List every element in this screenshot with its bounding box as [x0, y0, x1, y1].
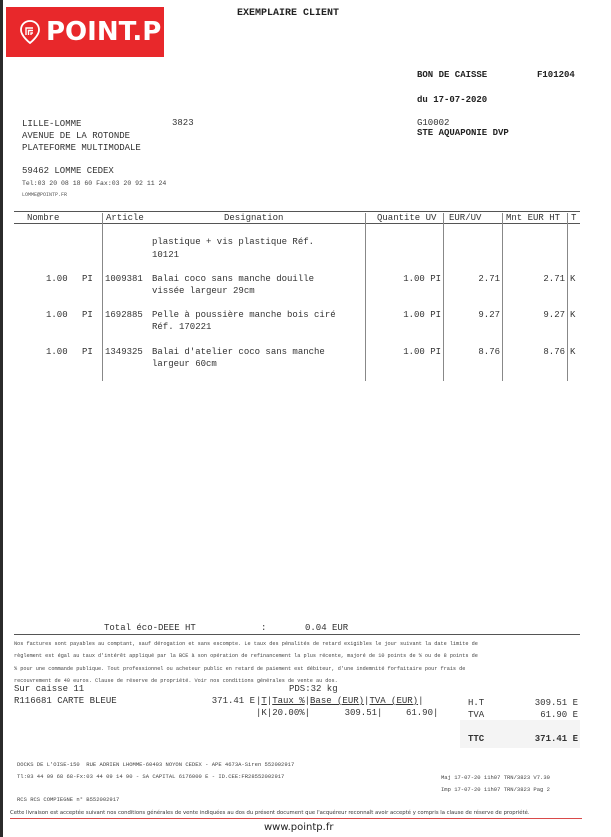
ht-value: 309.51 E — [534, 698, 578, 708]
row-amount: 8.76 — [543, 347, 565, 357]
row-amount: 9.27 — [543, 310, 565, 320]
tva-separator: | — [433, 708, 439, 718]
row-article: 1349325 — [105, 347, 143, 357]
store-code: 3823 — [172, 118, 194, 128]
update-stamp: Maj 17-07-20 11h07 TRN/3823 V7.30 — [441, 774, 550, 781]
cgv-underline — [10, 818, 582, 819]
website-link[interactable]: www.pointp.fr — [264, 822, 334, 833]
payment-amount: 371.41 E — [211, 696, 255, 706]
row-price: 8.76 — [478, 347, 500, 357]
row-tax: K — [570, 310, 576, 320]
column-header-tax: T — [571, 213, 577, 223]
row-amount: 2.71 — [543, 274, 565, 284]
table-header-rule — [14, 223, 580, 224]
table-top-rule — [14, 211, 580, 212]
copy-title: EXEMPLAIRE CLIENT — [237, 8, 340, 19]
designation-continuation: 10121 — [152, 250, 180, 260]
tva-col-t: T — [261, 696, 267, 706]
document-type: BON DE CAISSE — [417, 70, 488, 80]
cgv-notice: Cette livraison est acceptée suivant nos conditions générales de vente indiquées au dos du présent document que l'acquéreur reconnaît avoir accepté y compris la clause de réserve de propriété. — [10, 810, 530, 816]
row-price: 9.27 — [478, 310, 500, 320]
client-name: STE AQUAPONIE DVP — [417, 128, 509, 138]
tva-label: TVA — [468, 710, 485, 720]
row-qty: 1.00 — [46, 347, 68, 357]
row-designation: Balai coco sans manche douille — [152, 274, 315, 284]
tva-table-row: |K|20.00%| — [256, 708, 311, 718]
column-header-designation: Designation — [224, 213, 284, 223]
row-designation-2: Réf. 170221 — [152, 322, 212, 332]
row-qty-uv: 1.00 PI — [403, 274, 441, 284]
row-tax: K — [570, 347, 576, 357]
ttc-value: 371.41 E — [534, 734, 578, 744]
column-header-nombre: Nombre — [27, 213, 60, 223]
row-designation: Balai d'atelier coco sans manche — [152, 347, 325, 357]
tva-code: K — [261, 708, 267, 718]
column-header-eur-uv: EUR/UV — [449, 213, 482, 223]
company-info-line2: Tl:03 44 09 68 68-Fx:03 44 09 14 90 - SA CAPITAL 6176000 E - ID.CEE:FR28552002917 — [17, 773, 285, 780]
weight-label: PDS:32 kg — [289, 684, 338, 694]
store-name: LILLE-LOMME — [22, 119, 82, 129]
store-address-line2: PLATEFORME MULTIMODALE — [22, 143, 141, 153]
register-label: Sur caisse 11 — [14, 684, 85, 694]
ttc-label: TTC — [468, 734, 485, 744]
store-city: 59462 LOMME CEDEX — [22, 166, 114, 176]
row-qty-uv: 1.00 PI — [403, 310, 441, 320]
legal-line: recouvrement de 40 euros. Clause de réserve de propriété. Voir nos conditions générales de vente au dos. — [14, 677, 338, 684]
brand-logo — [6, 7, 164, 57]
row-qty: 1.00 — [46, 310, 68, 320]
column-header-quantite: Quantite UV — [377, 213, 437, 223]
store-email: LOMME@POINTP.FR — [22, 192, 68, 198]
row-unit: PI — [82, 347, 93, 357]
tva-rate: 20.00% — [272, 708, 305, 718]
row-qty-uv: 1.00 PI — [403, 347, 441, 357]
column-header-article: Article — [106, 213, 144, 223]
row-article: 1692885 — [105, 310, 143, 320]
legal-line: règlement est égal au taux d'intérêt appliqué par la BCE à son opération de refinancement la plus récente, majoré de 10 points de % ou de 8 points de — [14, 653, 478, 660]
eco-total-label: Total éco-DEEE HT — [104, 623, 196, 633]
tva-amount: 61.90 — [405, 708, 433, 718]
tva-col-tva: TVA (EUR) — [369, 696, 419, 706]
row-price: 2.71 — [478, 274, 500, 284]
column-divider — [502, 213, 503, 381]
eco-rule — [14, 634, 580, 635]
row-article: 1009381 — [105, 274, 143, 284]
eco-total-separator: : — [261, 623, 267, 633]
tva-value: 61.90 E — [540, 710, 578, 720]
row-unit: PI — [82, 310, 93, 320]
eco-total-value: 0.04 EUR — [305, 623, 349, 633]
company-info-line1: DOCKS DE L'OISE-150 RUE ADRIEN LHOMME-60403 NOYON CEDEX - APE 4673A-Siren 552002917 — [17, 761, 295, 768]
tva-col-rate: Taux % — [272, 696, 305, 706]
document-date: du 17-07-2020 — [417, 95, 488, 105]
column-divider — [102, 213, 103, 381]
row-designation: Pelle à poussière manche bois ciré — [152, 310, 336, 320]
print-stamp: Imp 17-07-20 11h07 TRN/3823 Pag 2 — [441, 786, 550, 793]
document-number: F101204 — [537, 70, 575, 80]
client-code: G10002 — [417, 118, 450, 128]
tva-separator: | — [377, 708, 383, 718]
ht-label: H.T — [468, 698, 485, 708]
scan-edge — [0, 0, 3, 837]
tva-table-header: |T|Taux %|Base (EUR)|TVA (EUR)| — [256, 696, 424, 706]
row-designation-2: vissée largeur 29cm — [152, 286, 255, 296]
legal-line: Nos factures sont payables au comptant, sauf dérogation et sans escompte. Le taux des pénalités de retard exigibles le jour suivant la date limite de — [14, 641, 478, 647]
tva-base: 309.51 — [344, 708, 377, 718]
company-rcs: RCS RCS COMPIEGNE n° B552002917 — [17, 796, 120, 803]
row-designation-2: largeur 60cm — [152, 359, 217, 369]
payment-method: R116681 CARTE BLEUE — [14, 696, 117, 706]
store-address-line1: AVENUE DE LA ROTONDE — [22, 131, 131, 141]
row-qty: 1.00 — [46, 274, 68, 284]
column-divider — [567, 213, 568, 381]
column-header-amount: Mnt EUR HT — [506, 213, 561, 223]
row-tax: K — [570, 274, 576, 284]
store-address — [22, 118, 141, 154]
column-divider — [443, 213, 444, 381]
designation-continuation: plastique + vis plastique Réf. — [152, 237, 315, 247]
location-pin-icon — [20, 20, 40, 44]
legal-line: % pour une commande publique. Tout professionnel ou acheteur public en retard de paiement est débiteur, d'une indemnité forfaitaire pour frais de — [14, 665, 466, 672]
store-phone: Tel:03 20 08 18 60 Fax:03 20 92 11 24 — [22, 180, 167, 187]
legal-terms — [14, 638, 478, 687]
row-unit: PI — [82, 274, 93, 284]
tva-col-base: Base (EUR) — [310, 696, 365, 706]
brand-name: POINT.P — [46, 17, 162, 47]
column-divider — [365, 213, 366, 381]
